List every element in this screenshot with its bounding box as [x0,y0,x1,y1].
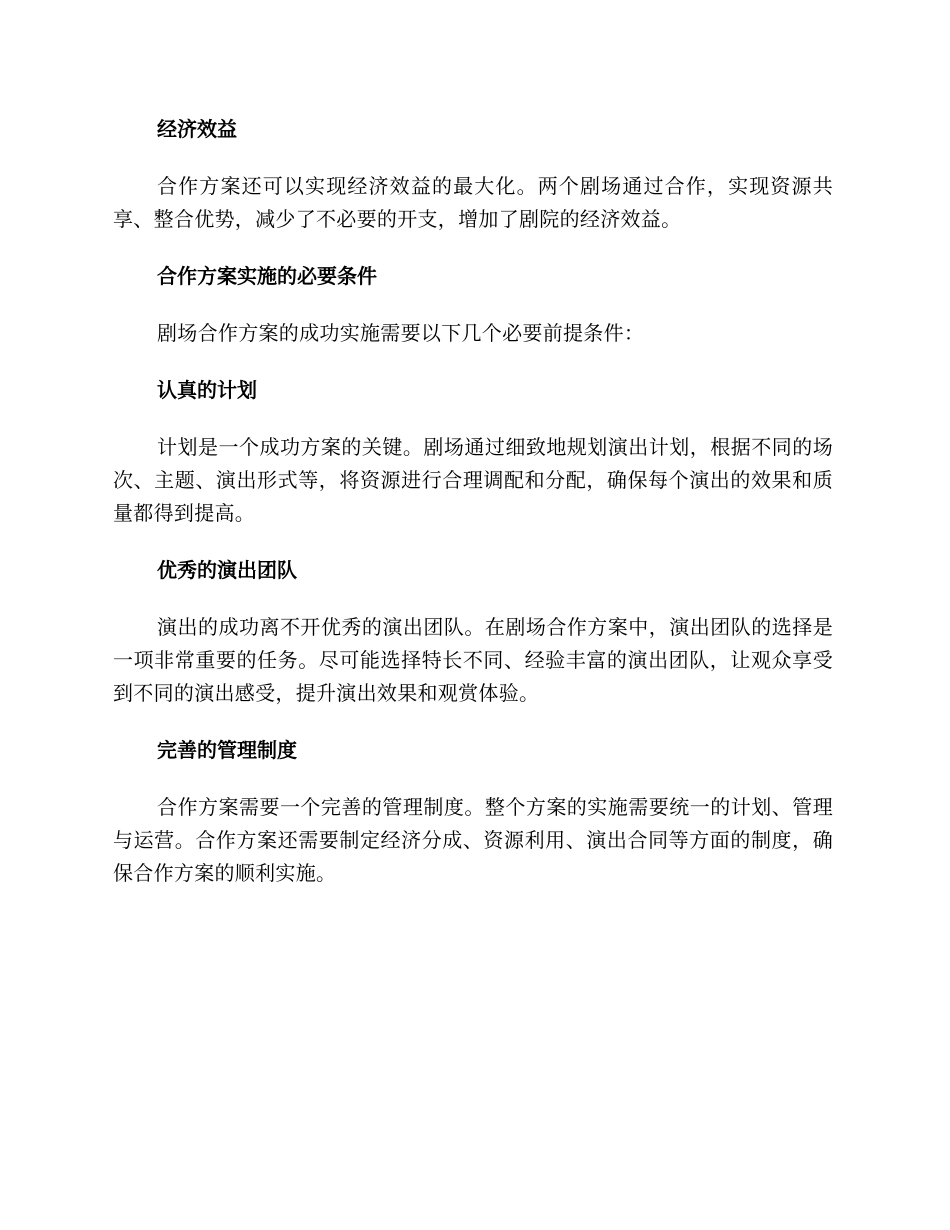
section-paragraph-necessary-conditions: 剧场合作方案的成功实施需要以下几个必要前提条件： [157,321,645,345]
section-heading-management-system: 完善的管理制度 [157,738,297,762]
document-page [113,114,833,915]
section-paragraph-careful-plan: 计划是一个成功方案的关键。剧场通过细致地规划演出计划，根据不同的场次、主题、演出形式等，将资源进行合理调配和分配，确保每个演出的效果和质量都得到提高。 [113,435,833,525]
section-heading-performance-team: 优秀的演出团队 [157,558,297,582]
section-heading-careful-plan: 认真的计划 [157,378,257,402]
section-heading-necessary-conditions: 合作方案实施的必要条件 [157,264,377,288]
section-paragraph-economic-benefit: 合作方案还可以实现经济效益的最大化。两个剧场通过合作，实现资源共享、整合优势，减少了不必要的开支，增加了剧院的经济效益。 [113,174,833,231]
section-heading-economic-benefit: 经济效益 [157,117,237,141]
section-paragraph-management-system: 合作方案需要一个完善的管理制度。整个方案的实施需要统一的计划、管理与运营。合作方案还需要制定经济分成、资源利用、演出合同等方面的制度，确保合作方案的顺利实施。 [113,795,833,885]
section-paragraph-performance-team: 演出的成功离不开优秀的演出团队。在剧场合作方案中，演出团队的选择是一项非常重要的任务。尽可能选择特长不同、经验丰富的演出团队，让观众享受到不同的演出感受，提升演出效果和观赏体验。 [113,615,833,705]
